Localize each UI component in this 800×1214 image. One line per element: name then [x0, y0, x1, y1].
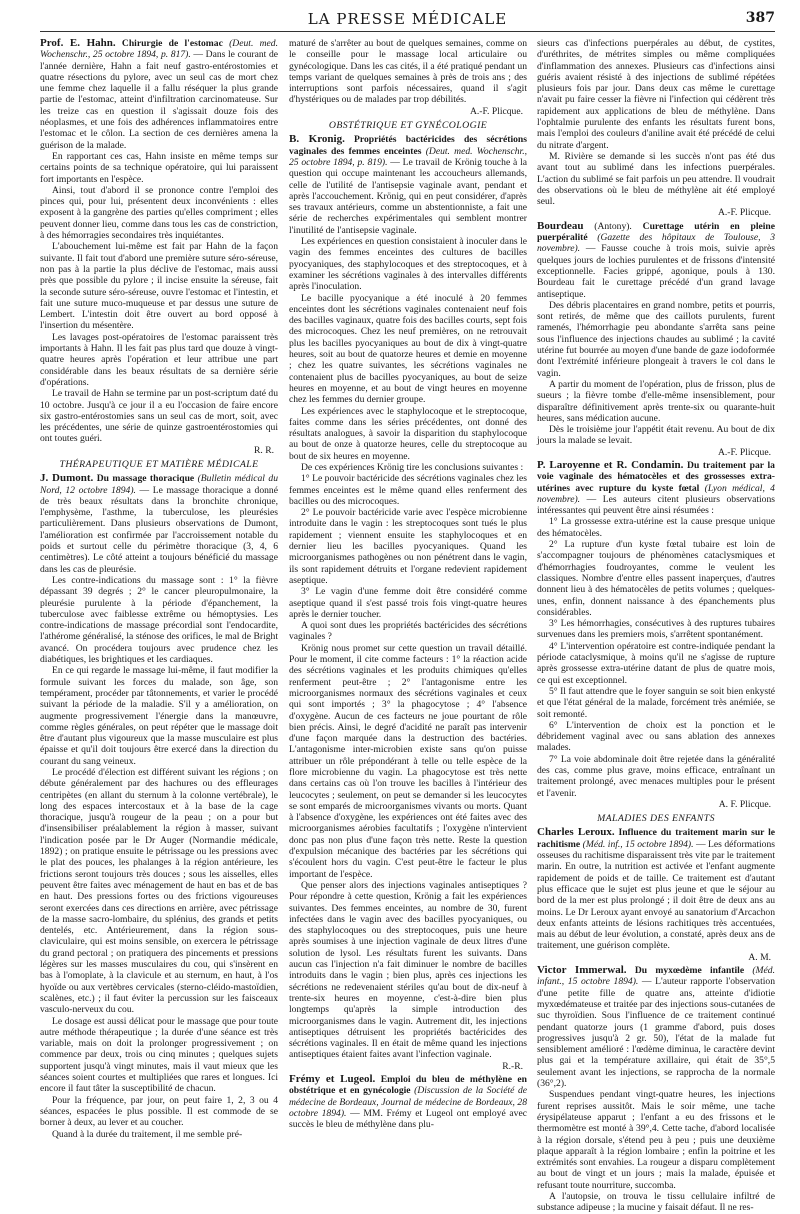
list-item: 2° Le pouvoir bactéricide varie avec l'espèce microbienne introduite dans le vagin : les streptocoques sont tués le plus rapidement ; viennent ensuite les staphylocoques et en dernier lieu les bacilles pyocyaniques. Quand les microorganismes pathogènes ou non pénétrent dans le vagin, ils sont rapidement détruits et l'organe redevient rapidement aseptique. — [289, 507, 527, 586]
article-title: Influence du traitement marin sur le rachitisme — [537, 827, 776, 850]
signature: A. F. Plicque. — [718, 798, 771, 810]
section-heading: THÉRAPEUTIQUE ET MATIÈRE MÉDICALE — [59, 458, 259, 470]
paragraph: En rapportant ces cas, Hahn insiste en même temps sur certains points de sa technique opératoire, qui lui paraissent fort importants en l'espèce. — [40, 150, 278, 185]
list-item: 1° Le pouvoir bactéricide des sécrétions vaginales chez les femmes enceintes est le même quand elles renferment des bacilles ou des microcoques. — [289, 473, 527, 507]
signature: A. M. — [748, 951, 771, 963]
list-item: 6° L'intervention de choix est la ponction et le débridement vaginal avec ou sans ablation des annexes malades. — [537, 719, 775, 754]
author: Prof. E. Hahn. — [40, 37, 116, 49]
signature: R. R. — [254, 444, 274, 456]
paragraph: — L'auteur rapporte l'observation d'une petite fille de quatre ans, atteinte d'idiotie myxœdémateuse et traitée par des injections sous-cutanées de suc thyroïdien. Sous l'influence de ce traitement continué pendant quatorze jours (1 gramme d'abord, puis doses progressives jusqu'à 2 gr. 50), l'état de la malade fut sensiblement amélioré : l'œdème diminua, le caractère devint plus gai et la température axillaire, qui était de 35°,5 seulement avant les injections, se rapprocha de la normale (36°,2). — [537, 976, 775, 1090]
list-item: 3° Les hémorrhagies, consécutives à des ruptures tubaires survenues dans les premiers mois, s'arrêtent spontanément. — [537, 618, 775, 641]
paragraph: maturé de s'arrêter au bout de quelques semaines, comme on le conseille pour le massage local articulaire ou gynécologique. Dans les cas cités, il a été pratiqué pendant un temps variant de quelques semaines à près de trois ans ; des interruptions sont parfois nécessaires, quand il s'agit d'hystériques ou de malades par trop débilités. — [289, 38, 527, 106]
paragraph: — Les déformations osseuses du rachitisme disparaissent très vite par le traitement marin. En outre, la nutrition est activée et l'enfant augmente rapidement de poids et de taille. Ce traitement est d'autant plus efficace que le sujet est plus jeune et que le séjour au bord de la mer est plus prolongé ; il doit être de deux ans au moins. Le Dr Leroux ayant envoyé au sanatorium d'Arcachon deux enfants atteints de lésions rachitiques très accentuées, mais au début de leur évolution, a constaté, après deux ans de traitement, une guérison complète. — [537, 838, 775, 952]
paragraph: Krönig nous promet sur cette question un travail détaillé. Pour le moment, il cite comme facteurs : 1° la réaction acide des sécrétions vaginales et les produits chimiques qu'elles renferment peut-être ; 2° l'antagonisme entre les microorganismes normaux des sécrétions vaginales et ceux qui sont importés ; 3° la phagocytose ; 4° l'absence d'oxygène. Aucun de ces facteurs ne joue pourtant de rôle bien précis. Ainsi, le degré d'acidité ne paraît pas intervenir d'une façon marquée dans la destruction des bactéries. L'antagonisme inter-microbien existe sans qu'on puisse attribuer un rôle prépondérant à telle ou telle espèce de la flore microbienne du vagin. La phagocytose est très nette dans certains cas où l'on trouve les bacilles à l'intérieur des leucocytes ; seulement, on peut se demander si les leucocytes se sont emparés de microorganismes vivants ou morts. Quant à l'absence d'oxygène, les expériences ont été faites avec des microorganismes aérobies facultatifs ; l'oxygène n'intervient donc pas non plus d'une façon très nette. Reste la question d'expulsion mécanique des bactéries par les sécrétions qui s'écoulent hors du vagin. C'est peut-être le facteur le plus important de l'espèce. — [289, 642, 527, 880]
paragraph: M. Rivière se demande si les succès n'ont pas été dus avant tout au sublimé dans les infections puerpérales. L'action du sublimé se fait parfois un peu attendre. Il voudrait des observations où le bleu de méthylène ait été employé seul. — [537, 150, 775, 208]
article-title: Du traitement par la voie vaginale des hématocèles et des grossesses extra-utérines avec rupture du kyste fœtal — [537, 459, 775, 494]
page-number: 387 — [745, 10, 775, 26]
article-kronig — [289, 134, 527, 236]
author: Frémy et Lugeol. — [289, 1073, 376, 1086]
column-2 — [289, 38, 527, 1163]
section-heading: MALADIES DES ENFANTS — [597, 813, 715, 825]
paragraph: — Le massage thoracique a donné de très beaux résultats dans la bronchite chronique, l'emphysème, l'asthme, la tuberculose, les pleurésies particulièrement. Dans plusieurs observations de Dumont, l'amélioration est confirmée par l'accroissement notable du poids et surtout celle du périmètre thoracique (3, 4, 6 centimètres). Le côté atteint a toujours bénéficié du massage dans les cas de pleurésie. — [40, 484, 278, 575]
author: J. Dumont. — [40, 472, 94, 485]
section-heading: OBSTÉTRIQUE ET GYNÉCOLOGIE — [328, 120, 488, 132]
list-item: 7° La voie abdominale doit être rejetée dans la généralité des cas, comme plus grave, moins efficace, entraînant un traitement prolongé, avec menaces multiples pour le présent et l'avenir. — [537, 753, 775, 799]
list-item: 3° Le vagin d'une femme doit être considéré comme aseptique quand il s'est passé trois fois vingt-quatre heures après le dernier toucher. — [289, 586, 527, 620]
paragraph: Les expériences avec le staphylocoque et le streptocoque, faites comme dans les séries précédentes, ont donné des résultats analogues, à savoir la disparition du staphylocoque au bout de onze à quatorze heures, celle du streptocoque au bout de six heures en moyenne. — [289, 405, 527, 462]
author: B. Kronig. — [289, 133, 345, 146]
paragraph: — Fausse couche à trois mois, suivie après quelques jours de lochies purulentes et de frissons d'intensité exceptionnelle. Facies grippé, agonique, pouls à 130. Bourdeau fait le curettage précédé d'un grand lavage antiseptique. — [537, 243, 775, 300]
article-title: Chirurgie de l'estomac — [121, 38, 223, 49]
page-header — [40, 8, 775, 30]
signature: A.-F. Plicque. — [717, 446, 771, 458]
paragraph: Le bacille pyocyanique a été inoculé à 20 femmes enceintes dont les sécrétions vaginales contenaient neuf fois des bacilles vaginaux, quatre fois des bacilles courts, sept fois des microcoques. Chez les neuf premières, on ne retrouvait plus les bacilles pyocyaniques au bout de dix à vingt-quatre heures, soit au bout de quatorze heures et demie en moyenne ; chez les quatre suivantes, les sécrétions vaginales ne contenaient plus de bacilles pyocyaniques, au bout de seize heures en moyenne, et au bout de vingt heures en moyenne chez les femmes du dernier groupe. — [289, 292, 527, 406]
article-title: Emploi du bleu de méthylène en obstétrique et en gynécologie — [289, 1074, 527, 1097]
paragraph: Les lavages post-opératoires de l'estomac paraissent très importants à Hahn. Il les fait pas plus tard que douze à vingt-quatre heures après l'opération et leur attribue une part considérable dans les beaux résultats de sa dernière série d'opérations. — [40, 331, 278, 388]
paragraph: Dès le troisième jour l'appétit était revenu. Au bout de dix jours la malade se levait. — [537, 424, 775, 447]
article-leroux — [537, 827, 775, 951]
list-item: 2° La rupture d'un kyste fœtal tubaire est loin de s'accompagner toujours de phénomènes cataclysmiques et d'hémorrhagies foudroyantes, comme le veulent les classiques. Nombre d'entre elles passent inaperçues, d'autres donnent lieu à des hématocèles de petits volumes ; quelques-unes, enfin, donnent naissance à des épanchements plus considérables. — [537, 539, 775, 618]
source: (Méd. infant., 15 octobre 1894). — [537, 965, 775, 988]
article-title: Curettage utérin en pleine puerpéralité — [537, 220, 775, 244]
paragraph: Ainsi, tout d'abord il se prononce contre l'emploi des pinces qui, pour lui, présentent deux inconvénients : elles exposent à la gangrène des parties qu'elles compriment ; elles peuvent donner lieu, comme dans tous les cas de constriction, à des hémorragies secondaires très inquiétantes. — [40, 184, 278, 242]
header-rule — [40, 31, 775, 32]
paragraph: Quand à la durée du traitement, il me semble pré- — [52, 1128, 243, 1140]
paragraph: — MM. Frémy et Lugeol ont employé avec succès le bleu de méthylène dans plu- — [289, 1107, 527, 1131]
source: (Bulletin médical du Nord, 12 octobre 1894). — [40, 473, 278, 496]
paragraph: sieurs cas d'infections puerpérales au début, de cystites, d'uréthrites, de métrites simples ou même compliquées d'inflammation des annexes. Plusieurs cas d'infections ainsi guéris avaient résisté à des injections de sublimé répétées plusieurs fois par jour. Dans deux cas même le curettage n'avait pu faire cesser la fièvre ni l'infection qui cédèrent très rapidement aux applications de bleu de méthylène. Dans l'ophtalmie purulente des enfants les résultats furent bons, mais l'emploi des couleurs d'aniline avait été précédé de celui du nitrate d'argent. — [537, 38, 775, 151]
author-first-name: (Antony). — [594, 220, 632, 232]
paragraph: Les contre-indications du massage sont : 1° la fièvre dépassant 39 degrés ; 2° le cancer pleuropulmonaire, la pleurésie purulente à la période d'épanchement, la tuberculose avec faiblesse extrême ou hémoptysies. Les contre-indications de massage précordial sont l'endocardite, l'athérome généralisé, la sténose des orifices, le mal de Bright avancé. On procédera toujours avec prudence chez les diabétiques, les brightiques et les cardiaques. — [40, 574, 278, 666]
list-item: 4° L'intervention opératoire est contre-indiquée pendant la période cataclysmique, à moins qu'il ne s'agisse de rupture après grossesse extra-utérine datant de plus de quatre mois, ce qui est exceptionnel. — [537, 640, 775, 686]
paragraph: De ces expériences Krönig tire les conclusions suivantes : — [301, 461, 524, 473]
source: (Gazette des hôpitaux de Toulouse, 3 novembre). — [537, 232, 776, 255]
column-1 — [40, 38, 278, 1163]
source: (Lyon médical, 4 novembre). — [537, 482, 775, 505]
signature: A.-F. Plicque. — [469, 105, 523, 117]
paragraph: Le travail de Hahn se termine par un post-scriptum daté du 10 octobre. Jusqu'à ce jour il a eu l'occasion de faire encore six gastro-entérostomies sans un seul cas de mort, soit, avec les précédentes, une série de quinze gastroentérostomies qui ont toutes guéri. — [40, 388, 278, 445]
paragraph: A partir du moment de l'opération, plus de frisson, plus de sueurs ; la fièvre tombe d'elle-même insensiblement, pour disparaître définitivement après trente-six ou quarante-huit heures, sans médication aucune. — [537, 378, 775, 424]
paragraph: Suspendues pendant vingt-quatre heures, les injections furent reprises aussitôt. Mais le soir même, une tache érysipélateuse apparut ; l'enfant a eu des frissons et le thermomètre est monté à 39°,4. Cette tache, d'abord localisée à la région dorsale, s'étend peu à peu ; puis une deuxième plaque apparaît à la région lombaire ; enfin la poitrine et les extrémités sont envahies. La rougeur a disparu complètement au bout de vingt et un jours ; mais la malade, épuisée et refusant toute nourriture, succomba. — [537, 1089, 775, 1191]
article-title: Propriétés bactéricides des sécrétions vaginales des femmes enceintes — [289, 134, 527, 157]
paragraph: Le procédé d'élection est différent suivant les régions ; on débute généralement par des hachures ou des effleurages centripètes (en allant du sternum à la colonne vertébrale), le long des espaces intercostaux et à la base de la cage thoracique, jusqu'à rougeur de la peau ; on a pour but d'insensibiliser préalablement la région à masser, suivant l'indication posée par le Dr Auger (Normandie médicale, 1892) ; on pratique ensuite le pétrissage ou les pressions avec le plat des pouces, les phalanges à la région antérieure, les frictions seront toujours très douces ; sous les aisselles, elles peuvent être faites avec ménagement de haut en bas et de bas en haut. Des pressions fortes ou des frictions vigoureuses seront exercées dans ces directions en arrière, avec pétrissage de la masse sacro-lombaire, du splénius, des grands et petits dentelés, etc. Antérieurement, dans la région sous-claviculaire, qui est moins sensible, on exercera le pétrissage du grand pectoral ; on pratiquera des pincements et pressions légères sur les masses musculaires du cou, qui s'insèrent en bas à l'omoplate, à la clavicule et au sternum, en haut, à l'os hyoïde ou aux vertèbres cervicales (sterno-cléido-mastoïdien, scalènes, etc.) ; il faut éviter la percussion sur les faisceaux vasculo-nerveux du cou. — [40, 767, 278, 1016]
paragraph: Des débris placentaires en grand nombre, petits et pourris, sont retirés, de même que des caillots purulents, furent ramenés, l'hémorrhagie peu abondante s'arrêta sans peine sous l'influence des injections chaudes au sublimé ; la cavité utérine fut bourrée au moyen d'une bande de gaze iodoformée dont l'extrémité inférieure plongeait à travers le col dans le vagin. — [537, 299, 775, 379]
article-title: Du myxœdème infantile — [634, 965, 745, 977]
author: Victor Immerwal. — [537, 964, 627, 977]
paragraph: — Dans le courant de l'année dernière, Hahn a fait neuf gastro-entérostomies et quatre résections du pylore, avec un seul cas de mort chez une femme chez laquelle il a fallu réséquer la plus grande partie de l'estomac, atteint d'infiltration carcinomateuse. Sur les treize cas en question il s'agissait douze fois des néoplasmes, et une fois des adhérences inflammatoires entre l'estomac et le côlon. La section de ces dernières amena la guérison de la malade. — [40, 49, 279, 151]
paragraph: — Les auteurs citent plusieurs observations intéressantes qui peuvent être ainsi résumées : — [537, 493, 775, 517]
source: (Deut. med. Wochenschr., 25 octobre 1894, p. 817). — [40, 38, 278, 61]
paragraph: Le dosage est aussi délicat pour le massage que pour toute autre méthode thérapeutique ; la durée d'une séance est très variable, mais on doit la prolonger progressivement ; on commence par deux, trois ou cinq minutes ; quelques sujets supportent jusqu'à vingt minutes, mais il vaut mieux que les séances soient courtes et multipliées que rares et longues. Ici encore il faut tâter la susceptibilité de chacun. — [40, 1015, 278, 1095]
signature: R.-R. — [502, 1060, 523, 1072]
list-item: 1° La grossesse extra-utérine est la cause presque unique des hématocèles. — [537, 516, 775, 539]
article-bourdeau — [537, 221, 775, 300]
author: Bourdeau — [537, 219, 584, 232]
author: Charles Leroux. — [537, 826, 615, 839]
paragraph: Pour la fréquence, par jour, on peut faire 1, 2, 3 ou 4 séances, espacées le plus possible. Il est commode de se borner à deux, au lever et au coucher. — [40, 1094, 278, 1129]
list-item: 5° Il faut attendre que le foyer sanguin se soit bien enkysté et que l'état général de la malade, forcément très anémiée, se soit remonté. — [537, 685, 775, 720]
article-immerwal — [537, 965, 775, 1089]
paragraph: Les expériences en question consistaient à inoculer dans le vagin des femmes enceintes des cultures de bacilles pyocyaniques, des staphylocoques et des streptocoques, et à examiner les sécrétions vaginales à des intervalles différents après l'inoculation. — [289, 236, 527, 293]
signature: A.-F. Plicque. — [717, 207, 771, 219]
column-3 — [537, 38, 776, 1214]
author: P. Laroyenne et R. Condamin. — [537, 458, 684, 471]
paragraph: Que penser alors des injections vaginales antiseptiques ? Pour répondre à cette question, Krönig a fait les expériences suivantes. Des femmes enceintes, au nombre de 30, furent infectées dans le vagin avec des bacilles pyocyaniques, ou des staphylocoques ou des streptocoques, puis une heure après soumises à une injection vaginale de deux litres d'une solution de lysol. Les résultats furent les suivants. Dans aucun cas l'injection n'a fait diminuer le nombre de bacilles introduits dans le vagin ; bien plus, après ces injections les sécrétions ne redevenaient stériles qu'au bout de dix-neuf à trente-six heures en moyenne, c'est-à-dire bien plus longtemps qu'après la simple introduction des microorganismes dans le vagin. Autrement dit, les injections antiseptiques détruisent les propriétés bactéricides des sécrétions vaginales. Il en était de même quand les injections antiseptiques étaient faites avant l'infection vaginale. — [289, 879, 527, 1061]
article-title: Du massage thoracique — [96, 473, 195, 485]
article-fremy — [289, 1074, 527, 1130]
article-laroyenne — [537, 460, 775, 516]
paragraph: En ce qui regarde le massage lui-même, il faut modifier la formule suivant les forces du malade, son âge, son tempérament, procéder par tâtonnements, et varier le procédé suivant la période de la maladie. S'il y a amélioration, on augmente progressivement l'énergie dans la manœuvre, comme règles générales, on peut répéter que le massage doit être d'autant plus vigoureux que la masse musculaire est plus épaisse et qu'il doit toujours être exercé dans la direction du courant du sang veineux. — [40, 665, 278, 767]
paragraph: A quoi sont dues les propriétés bactéricides des sécrétions vaginales ? — [289, 620, 527, 643]
article-dumont — [40, 473, 278, 575]
source: (Méd. inf., 15 octobre 1894). — [582, 838, 694, 850]
paragraph: A l'autopsie, on trouva le tissu cellulaire infiltré de substance adipeuse ; la mucine y faisait défaut. Il ne res- — [537, 1190, 775, 1214]
source: (Deut. med. Wochenschr., 25 octobre 1894, p. 819). — [289, 145, 527, 168]
journal-title: LA PRESSE MÉDICALE — [307, 10, 508, 28]
source: (Discussion de la Société de médecine de Bordeaux, Journal de médecine de Bordeaux, 28 octobre 1894). — [289, 1085, 527, 1119]
paragraph: L'abouchement lui-même est fait par Hahn de la façon suivante. Il fait tout d'abord une première suture séro-séreuse, non pas à la partie la plus déclive de l'estomac, mais aussi près que possible du pylore ; il incise ensuite la séreuse, fait la seconde suture séro-séreuse, ouvre l'estomac et l'intestin, et fait une suture muco-muqueuse et par dessus une suture de Lembert. L'intestin doit être ouvert au bord opposé à l'insertion du mésentère. — [40, 241, 278, 332]
paragraph: — Le travail de Krönig touche à la question qui occupe maintenant les accoucheurs allemands, celle de l'utilité de l'antisepsie vaginale avant, pendant et après l'accouchement. Krönig, qui en peut considérer, d'après ses travaux antérieurs, comme un abstentionniste, a fait une série de recherches expérimentales qui semblent montrer l'inutilité de l'antisepsie vaginale. — [289, 156, 527, 236]
article-hahn — [40, 38, 278, 151]
